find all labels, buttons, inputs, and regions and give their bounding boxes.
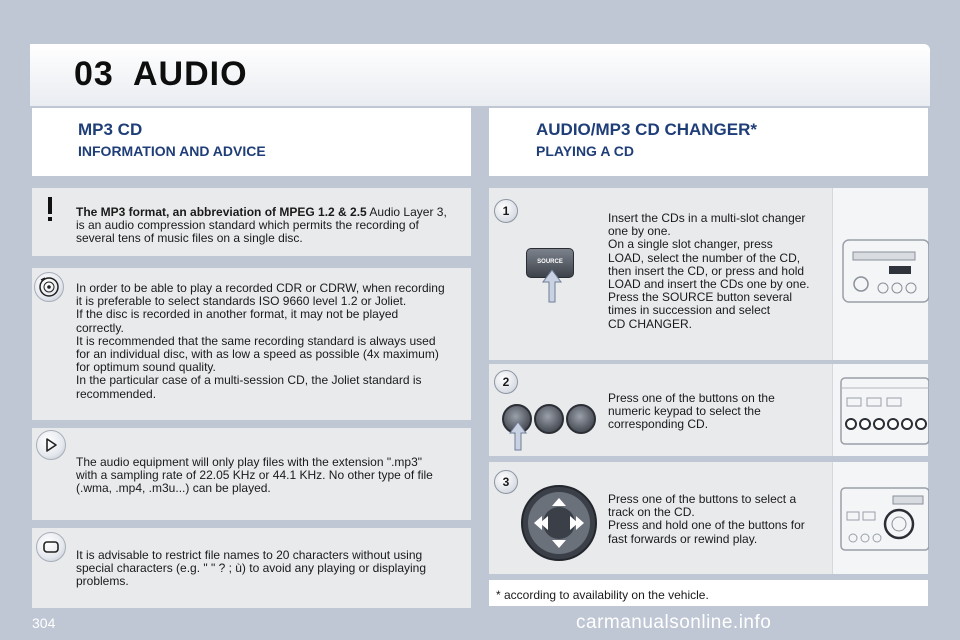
radio-unit-illustration-2 [832, 364, 928, 456]
watermark: carmanualsonline.info [576, 612, 772, 633]
exclamation-icon [35, 194, 65, 224]
note-mp3-format-lead: The MP3 format, an abbreviation of MPEG 1.2 & 2.5 [76, 205, 367, 219]
keypad-button-2 [534, 404, 564, 434]
chapter-title: AUDIO [133, 55, 248, 93]
left-section-title: MP3 CD [78, 120, 143, 139]
press-arrow-icon [541, 268, 563, 309]
chapter-number: 03 [74, 55, 114, 93]
direction-pad-illustration [520, 484, 598, 567]
left-section-subtitle: INFORMATION AND ADVICE [78, 143, 266, 159]
radio-unit-illustration-1 [832, 188, 928, 360]
footnote-text: * according to availability on the vehicle. [496, 588, 709, 602]
step-3-text: Press one of the buttons to select a track on the CD. Press and hold one of the buttons for fast forwards or rewind play. [608, 492, 805, 546]
step-3-badge: 3 [494, 470, 518, 494]
screen-icon [36, 532, 66, 562]
right-section-header [489, 108, 928, 176]
right-section-title: AUDIO/MP3 CD CHANGER* [536, 120, 758, 139]
press-arrow-icon [508, 420, 528, 457]
note-file-names-text: It is advisable to restrict file names to 20 characters without using special characters (e.g. " " ? ; ù) to avoid any playing or displaying problems. [76, 548, 427, 589]
note-recording-standard-text: In order to be able to play a recorded CDR or CDRW, when recording it is preferable to select standards ISO 9660 level 1.2 or Joliet. If the disc is recorded in another format, it may not be played correctly. It is recommended that the same recording standard is always used for an individual disc, with as low a speed as possible (4x maximum) for optimum sound quality. In the particular case of a multi-session CD, the Joliet standard is recommended. [76, 281, 445, 401]
radio-unit-illustration-3 [832, 462, 928, 574]
play-icon [36, 430, 66, 460]
note-mp3-format-text: The MP3 format, an abbreviation of MPEG 1.2 & 2.5 Audio Layer 3, is an audio compression standard which permits the recording of several tens of music files on a single disc. [76, 205, 447, 246]
right-section-subtitle: PLAYING A CD [536, 143, 635, 159]
note-file-extension-text: The audio equipment will only play files with the extension ".mp3" with a sampling rate of 22.05 KHz or 44.1 KHz. No other type of file (.wma, .mp4, .m3u...) can be played. [76, 455, 433, 496]
step-1-badge: 1 [494, 199, 518, 223]
step-1-text: Insert the CDs in a multi-slot changer one by one. On a single slot changer, press LOAD, select the number of the CD, then insert the CD, or press and hold LOAD and insert the CDs one by one. Press the SOURCE button several times in succession and select CD CHANGER. [608, 211, 810, 331]
disc-icon [34, 272, 64, 302]
source-button-label: SOURCE [537, 259, 563, 265]
step-2-text: Press one of the buttons on the numeric keypad to select the corresponding CD. [608, 391, 775, 432]
step-2-badge: 2 [494, 370, 518, 394]
left-section-header [32, 108, 471, 176]
page-number: 304 [32, 615, 56, 631]
keypad-button-3 [566, 404, 596, 434]
